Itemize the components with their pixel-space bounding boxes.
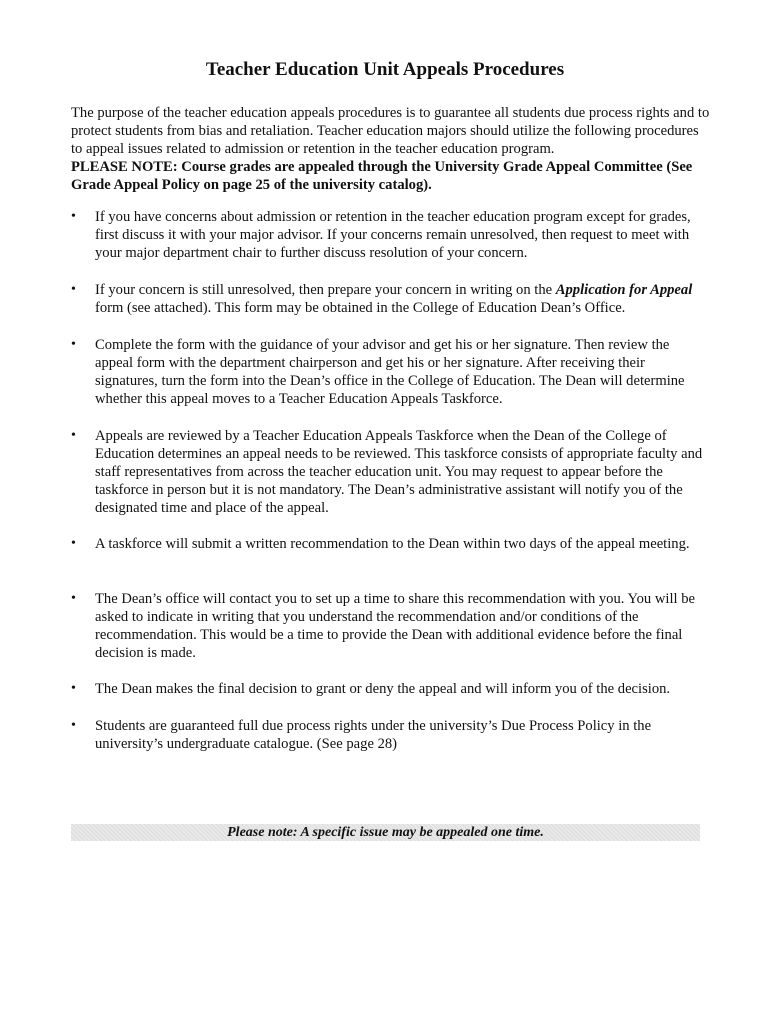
procedure-text-after: form (see attached). This form may be obtained in the College of Education Dean’s Office. xyxy=(95,300,626,316)
procedure-text xyxy=(95,281,711,317)
intro-text: The purpose of the teacher education appeals procedures is to guarantee all students due process rights and to protect students from bias and retaliation. Teacher education majors should utilize the following procedures to appeal issues related to admission or retention in the teacher education program. xyxy=(71,105,710,157)
bullet-icon: • xyxy=(71,337,76,352)
procedure-text: Students are guaranteed full due process rights under the university’s Due Process Policy in the university’s undergraduate catalogue. (See page 28) xyxy=(95,718,652,752)
procedure-item xyxy=(71,590,711,662)
bullet-icon: • xyxy=(71,718,76,733)
bullet-icon: • xyxy=(71,428,76,443)
bullet-icon: • xyxy=(71,282,76,297)
procedure-item xyxy=(71,427,711,517)
procedure-text: If you have concerns about admission or retention in the teacher education program except for grades, first discuss it with your major advisor. If your concerns remain unresolved, then request to meet with your major department chair to further discuss resolution of your concern. xyxy=(95,209,691,261)
procedure-item xyxy=(71,717,711,753)
bullet-icon: • xyxy=(71,591,76,606)
procedure-text: The Dean makes the final decision to grant or deny the appeal and will inform you of the decision. xyxy=(95,681,671,697)
document-title: Teacher Education Unit Appeals Procedures xyxy=(205,59,565,80)
procedure-item xyxy=(71,336,711,408)
procedure-item xyxy=(71,680,711,698)
procedure-text-before: If your concern is still unresolved, then prepare your concern in writing on the xyxy=(95,282,556,298)
procedure-text: A taskforce will submit a written recommendation to the Dean within two days of the appeal meeting. xyxy=(95,536,690,552)
intro-paragraph xyxy=(71,104,711,194)
bullet-icon: • xyxy=(71,209,76,224)
grade-appeal-note: PLEASE NOTE: Course grades are appealed through the University Grade Appeal Committee (See Grade Appeal Policy on page 25 of the university catalog). xyxy=(71,159,693,193)
footer-note: Please note: A specific issue may be appealed one time. xyxy=(71,824,700,841)
bullet-icon: • xyxy=(71,536,76,551)
procedure-text: Appeals are reviewed by a Teacher Education Appeals Taskforce when the Dean of the College of Education determines an appeal needs to be reviewed. This taskforce consists of appropriate faculty and staff representatives from across the teacher education unit. You may request to appear before the taskforce in person but it is not mandatory. The Dean’s administrative assistant will notify you of the designated time and place of the appeal. xyxy=(95,428,703,516)
application-for-appeal-form-name: Application for Appeal xyxy=(555,282,693,298)
procedure-text: The Dean’s office will contact you to set up a time to share this recommendation with you. You will be asked to indicate in writing that you understand the recommendation and/or conditions of the recommendation. This would be a time to provide the Dean with additional evidence before the final decision is made. xyxy=(95,591,695,661)
procedure-item xyxy=(71,535,711,553)
procedure-item xyxy=(71,281,711,317)
bullet-icon: • xyxy=(71,681,76,696)
procedure-text: Complete the form with the guidance of your advisor and get his or her signature. Then review the appeal form with the department chairperson and get his or her signature. After receiving their signatures, turn the form into the Dean’s office in the College of Education. The Dean will determine whether this appeal moves to a Teacher Education Appeals Taskforce. xyxy=(95,337,685,407)
procedure-item xyxy=(71,208,711,262)
